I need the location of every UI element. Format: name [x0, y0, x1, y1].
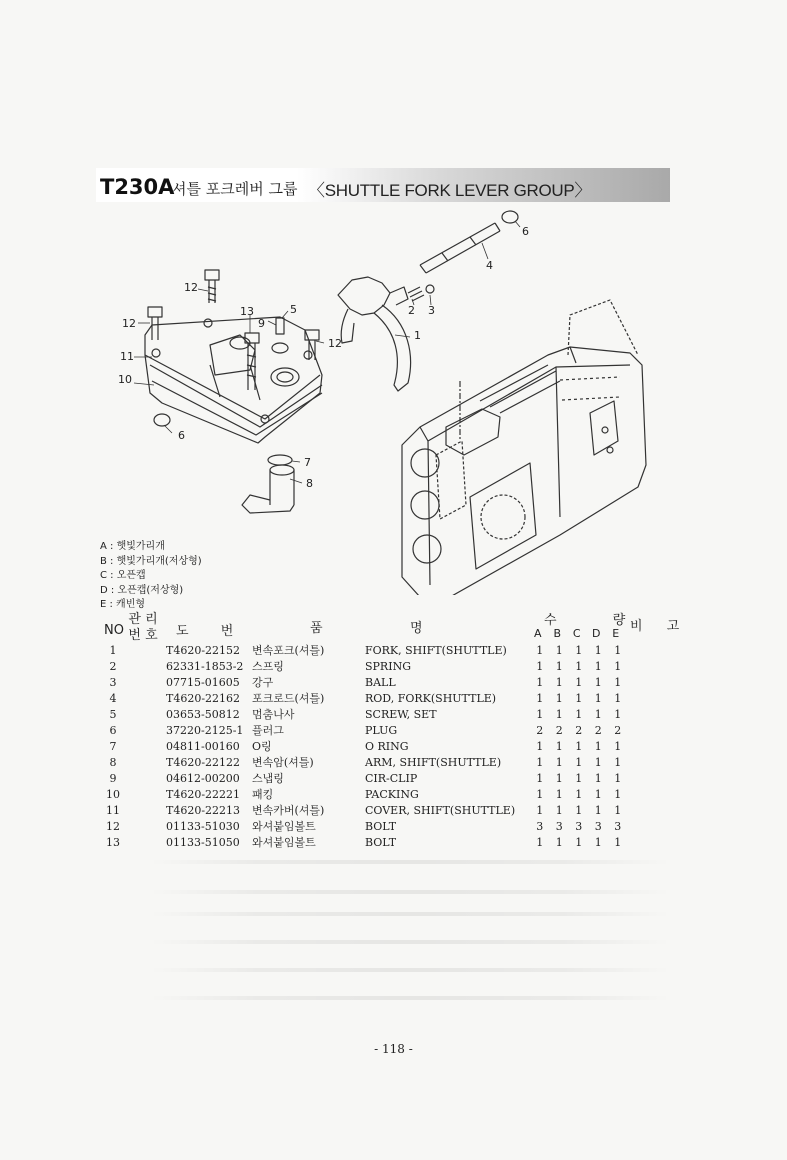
- row-qty-a: 3: [536, 819, 544, 833]
- row-qty-c: 1: [575, 707, 583, 721]
- table-row: [96, 786, 628, 802]
- bleed-through-line: [150, 968, 670, 972]
- callout-10: 10: [118, 373, 132, 386]
- row-part-number: T4620-22162: [166, 691, 241, 705]
- row-qty-c: 1: [575, 771, 583, 785]
- row-part-number: T4620-22152: [166, 643, 241, 657]
- row-part-number: T4620-22122: [166, 755, 241, 769]
- ball-drawing: [426, 285, 434, 293]
- row-no: 6: [109, 723, 117, 737]
- row-qty-c: 2: [575, 723, 583, 737]
- row-qty-c: 3: [575, 819, 583, 833]
- row-qty-b: 1: [555, 739, 563, 753]
- row-no: 7: [109, 739, 117, 753]
- row-part-number: 37220-2125-1: [166, 723, 244, 737]
- callout-12b: 12: [122, 317, 136, 330]
- row-name-english: SPRING: [365, 659, 411, 673]
- row-part-number: 03653-50812: [166, 707, 240, 721]
- table-row: [96, 722, 628, 738]
- table-row: [96, 802, 628, 818]
- row-qty-e: 1: [614, 659, 622, 673]
- row-qty-c: 1: [575, 691, 583, 705]
- group-code: T230A: [100, 175, 175, 199]
- transmission-housing-drawing: [402, 300, 646, 595]
- row-qty-c: 1: [575, 835, 583, 849]
- table-row: [96, 690, 628, 706]
- callout-9: 9: [258, 317, 265, 330]
- row-qty-a: 1: [536, 675, 544, 689]
- header-quantity-columns: A B C D E: [533, 627, 620, 640]
- row-qty-d: 1: [594, 835, 602, 849]
- row-qty-d: 1: [594, 659, 602, 673]
- row-qty-b: 1: [555, 707, 563, 721]
- table-row: [96, 642, 628, 658]
- row-name-korean: 스프링: [252, 660, 284, 673]
- row-qty-c: 1: [575, 739, 583, 753]
- group-title-english: 〈SHUTTLE FORK LEVER GROUP〉: [308, 181, 592, 200]
- row-qty-b: 1: [555, 675, 563, 689]
- row-qty-d: 1: [594, 771, 602, 785]
- row-qty-c: 1: [575, 803, 583, 817]
- row-name-korean: 변속카버(셔틀): [252, 804, 325, 817]
- row-qty-b: 1: [555, 659, 563, 673]
- callout-3: 3: [428, 304, 435, 317]
- row-qty-a: 1: [536, 771, 544, 785]
- row-qty-d: 1: [594, 643, 602, 657]
- row-qty-e: 3: [614, 819, 622, 833]
- row-name-korean: 멈춤나사: [252, 708, 295, 721]
- row-qty-e: 1: [614, 707, 622, 721]
- callout-12c: 12: [328, 337, 342, 350]
- callout-5: 5: [290, 303, 297, 316]
- row-qty-d: 1: [594, 787, 602, 801]
- legend-item-b: B : 햇빛가리개(저상형): [100, 555, 202, 567]
- row-qty-d: 1: [594, 755, 602, 769]
- row-part-number: 01133-51050: [166, 835, 240, 849]
- row-name-english: BALL: [365, 675, 396, 689]
- row-qty-b: 1: [555, 803, 563, 817]
- row-qty-c: 1: [575, 643, 583, 657]
- header-management-no: 관 리 번 호: [128, 612, 158, 643]
- row-qty-a: 1: [536, 659, 544, 673]
- row-qty-b: 3: [555, 819, 563, 833]
- row-name-korean: 와셔붙임볼트: [252, 836, 316, 849]
- model-legend: [100, 540, 202, 613]
- row-part-number: 07715-01605: [166, 675, 240, 689]
- row-qty-b: 1: [555, 771, 563, 785]
- row-no: 9: [109, 771, 117, 785]
- row-qty-a: 2: [536, 723, 544, 737]
- row-name-english: BOLT: [365, 819, 397, 833]
- row-qty-d: 1: [594, 739, 602, 753]
- table-row: [96, 754, 628, 770]
- set-screw-drawing: [276, 318, 284, 334]
- row-name-korean: 스냅링: [252, 772, 284, 785]
- table-row: [96, 834, 628, 850]
- legend-item-e: E : 캐빈형: [100, 599, 146, 610]
- row-qty-b: 1: [555, 691, 563, 705]
- header-drawing-no: 도 번: [176, 624, 248, 639]
- callout-6a: 6: [178, 429, 185, 442]
- row-no: 2: [109, 659, 117, 673]
- header-quantity: 수 량: [544, 613, 652, 628]
- row-name-english: BOLT: [365, 835, 397, 849]
- row-qty-e: 1: [614, 803, 622, 817]
- row-qty-d: 1: [594, 691, 602, 705]
- row-no: 4: [109, 691, 117, 705]
- row-part-number: T4620-22213: [166, 803, 241, 817]
- row-name-english: COVER, SHIFT(SHUTTLE): [365, 803, 516, 817]
- table-row: [96, 706, 628, 722]
- row-qty-a: 1: [536, 835, 544, 849]
- row-qty-b: 2: [555, 723, 563, 737]
- bleed-through-line: [150, 890, 670, 894]
- callout-12a: 12: [184, 281, 198, 294]
- row-name-english: CIR-CLIP: [365, 771, 418, 785]
- row-qty-a: 1: [536, 707, 544, 721]
- row-no: 10: [106, 787, 120, 801]
- page-number: - 118 -: [374, 1042, 413, 1056]
- row-name-korean: 변속포크(셔틀): [252, 644, 325, 657]
- row-qty-d: 1: [594, 803, 602, 817]
- header-no: NO: [104, 623, 124, 638]
- bleed-through-line: [150, 860, 670, 864]
- callout-2: 2: [408, 304, 415, 317]
- row-name-korean: 강구: [252, 676, 274, 689]
- row-qty-e: 1: [614, 771, 622, 785]
- legend-item-a: A : 햇빛가리개: [100, 541, 165, 552]
- row-no: 13: [106, 835, 120, 849]
- callout-11: 11: [120, 350, 134, 363]
- row-name-english: PACKING: [365, 787, 419, 801]
- row-name-korean: 포크로드(셔틀): [252, 692, 325, 705]
- row-qty-a: 1: [536, 739, 544, 753]
- table-row: [96, 674, 628, 690]
- row-no: 11: [106, 803, 120, 817]
- row-name-english: SCREW, SET: [365, 707, 437, 721]
- row-qty-e: 1: [614, 755, 622, 769]
- table-row: [96, 658, 628, 674]
- row-qty-e: 1: [614, 739, 622, 753]
- callout-6b: 6: [522, 225, 529, 238]
- legend-item-d: D : 오픈캡(저상형): [100, 584, 184, 596]
- callout-4: 4: [486, 259, 493, 272]
- row-qty-c: 1: [575, 787, 583, 801]
- row-name-korean: 변속암(셔틀): [252, 756, 314, 769]
- row-qty-a: 1: [536, 787, 544, 801]
- row-qty-b: 1: [555, 755, 563, 769]
- row-part-number: 01133-51030: [166, 819, 240, 833]
- row-qty-d: 1: [594, 675, 602, 689]
- row-qty-b: 1: [555, 835, 563, 849]
- row-no: 3: [109, 675, 117, 689]
- table-row: [96, 738, 628, 754]
- row-part-number: 04612-00200: [166, 771, 240, 785]
- row-qty-d: 3: [594, 819, 602, 833]
- row-name-korean: O링: [252, 740, 272, 753]
- legend-item-c: C : 오픈캡: [100, 570, 146, 581]
- row-part-number: T4620-22221: [166, 787, 241, 801]
- group-title-korean: 셔틀 포크레버 그룹: [172, 180, 298, 198]
- row-qty-c: 1: [575, 675, 583, 689]
- row-qty-e: 2: [614, 723, 622, 737]
- callout-7: 7: [304, 456, 311, 469]
- row-qty-d: 1: [594, 707, 602, 721]
- row-name-english: ROD, FORK(SHUTTLE): [365, 691, 497, 705]
- row-name-english: FORK, SHIFT(SHUTTLE): [365, 643, 507, 657]
- header-name: 명: [410, 621, 423, 636]
- row-part-number: 04811-00160: [166, 739, 240, 753]
- row-no: 12: [106, 819, 120, 833]
- row-qty-c: 1: [575, 659, 583, 673]
- row-qty-d: 2: [594, 723, 602, 737]
- table-row: [96, 770, 628, 786]
- row-qty-e: 1: [614, 787, 622, 801]
- callout-13: 13: [240, 305, 254, 318]
- row-qty-e: 1: [614, 691, 622, 705]
- row-no: 5: [109, 707, 117, 721]
- row-name-korean: 와셔붙임볼트: [252, 820, 316, 833]
- header-item: 품: [310, 621, 323, 636]
- table-row: [96, 818, 628, 834]
- bleed-through-line: [150, 940, 670, 944]
- row-qty-a: 1: [536, 643, 544, 657]
- row-qty-e: 1: [614, 835, 622, 849]
- row-name-korean: 플러그: [252, 724, 284, 737]
- row-qty-a: 1: [536, 755, 544, 769]
- row-no: 1: [109, 643, 117, 657]
- row-name-english: O RING: [365, 739, 409, 753]
- row-name-english: ARM, SHIFT(SHUTTLE): [365, 755, 502, 769]
- spring-drawing: [408, 287, 424, 301]
- callout-8: 8: [306, 477, 313, 490]
- row-name-english: PLUG: [365, 723, 398, 737]
- row-qty-b: 1: [555, 787, 563, 801]
- shift-fork-drawing: [338, 277, 411, 391]
- shift-cover-drawing: [145, 317, 322, 443]
- row-qty-a: 1: [536, 691, 544, 705]
- row-qty-e: 1: [614, 675, 622, 689]
- callout-1: 1: [414, 329, 421, 342]
- row-part-number: 62331-1853-2: [166, 659, 244, 673]
- plug-drawing: [154, 414, 170, 426]
- bleed-through-line: [150, 996, 670, 1000]
- parts-table: [96, 642, 628, 850]
- shift-arm-drawing: [242, 465, 294, 513]
- row-no: 8: [109, 755, 117, 769]
- bleed-through-line: [150, 912, 670, 916]
- header-remarks: 비 고: [630, 619, 690, 634]
- o-ring-7-drawing: [268, 455, 292, 465]
- row-name-korean: 패킹: [252, 788, 274, 801]
- row-qty-a: 1: [536, 803, 544, 817]
- row-qty-b: 1: [555, 643, 563, 657]
- row-qty-c: 1: [575, 755, 583, 769]
- exploded-parts-diagram: [90, 205, 670, 595]
- o-ring-drawing: [272, 343, 288, 353]
- row-qty-e: 1: [614, 643, 622, 657]
